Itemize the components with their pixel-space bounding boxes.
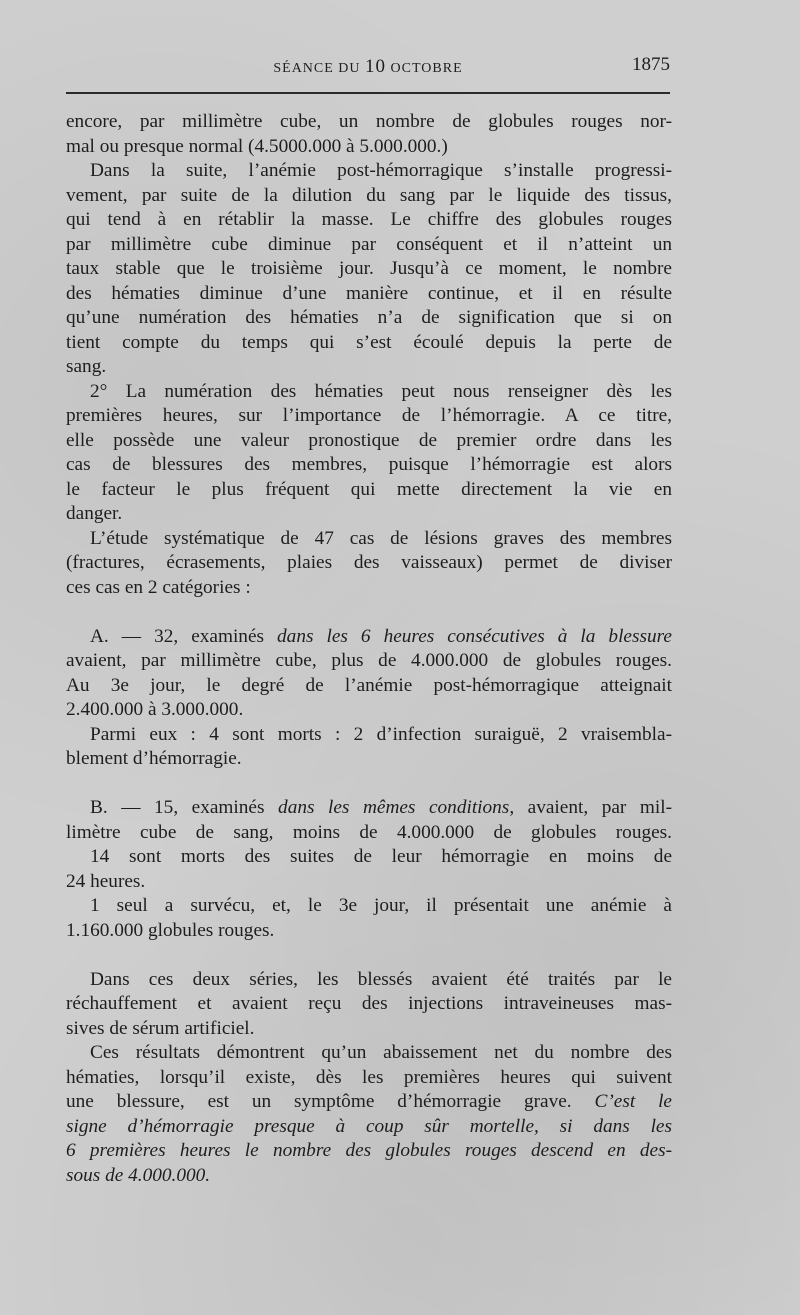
text-line: limètre cube de sang, moins de 4.000.000 de globules rouges.: [66, 821, 672, 843]
text-line: premières heures, sur l’importance de l’hémorragie. A ce titre,: [66, 405, 672, 426]
text-line: 1.160.000 globules rouges.: [66, 919, 275, 941]
italic-text-line: signe d’hémorragie presque à coup sûr mortelle, si dans les: [66, 1115, 672, 1137]
italic-text: dans les mêmes conditions: [278, 797, 510, 818]
text-line: 1 seul a survécu, et, le 3e jour, il présentait une anémie à: [90, 895, 672, 916]
text-line: taux stable que le troisième jour. Jusqu’à ce moment, le nombre: [66, 258, 672, 279]
text-line: danger.: [66, 503, 123, 524]
text-line: Au 3e jour, le degré de l’anémie post-hémorragique atteignait: [66, 674, 672, 696]
paragraph-gap: [66, 943, 672, 968]
text-line: des hématies diminue d’une manière continue, et il en résulte: [66, 282, 672, 304]
text-line: B. — 15, examinés dans les mêmes conditions, avaient, par mil-: [90, 797, 672, 818]
text-line: cas de blessures des membres, puisque l’hémorragie est alors: [66, 454, 672, 475]
text-line: qu’une numération des hématies n’a de signification que si on: [66, 307, 672, 328]
text-line: 2° La numération des hématies peut nous renseigner dès les: [90, 380, 672, 402]
text-line: blement d’hémorragie.: [66, 748, 242, 769]
italic-text: C’est le: [594, 1091, 672, 1112]
text-line: ces cas en 2 catégories :: [66, 576, 251, 598]
text-line: A. — 32, examinés dans les 6 heures consécutives à la blessure: [90, 625, 672, 647]
text-line: 14 sont morts des suites de leur hémorragie en moins de: [90, 846, 672, 867]
text-line: par millimètre cube diminue par conséquent et il n’atteint un: [66, 233, 672, 255]
text-line: mal ou presque normal (4.5000.000 à 5.000.000.): [66, 135, 448, 157]
text-line: le facteur le plus fréquent qui mette directement la vie en: [66, 478, 672, 500]
text-line: encore, par millimètre cube, un nombre de globules rouges nor-: [66, 111, 672, 132]
running-head: [66, 52, 670, 82]
text-line: elle possède une valeur pronostique de premier ordre dans les: [66, 429, 672, 451]
italic-text-line: sous de 4.000.000.: [66, 1164, 211, 1186]
text-line: Dans la suite, l’anémie post-hémorragique s’installe progressi-: [90, 160, 672, 181]
text-line: L’étude systématique de 47 cas de lésions graves des membres: [90, 527, 672, 549]
text-line: 24 heures.: [66, 870, 146, 892]
text-line: tient compte du temps qui s’est écoulé depuis la perte de: [66, 331, 672, 353]
text-line: qui tend à en rétablir la masse. Le chiffre des globules rouges: [66, 209, 672, 230]
text-line: Ces résultats démontrent qu’un abaissement net du nombre des: [90, 1042, 672, 1063]
italic-text: dans les 6 heures consécutives à la blessure: [277, 625, 672, 647]
text-line: (fractures, écrasements, plaies des vaisseaux) permet de diviser: [66, 552, 672, 573]
text-line: hématies, lorsqu’il existe, dès les premières heures qui suivent: [66, 1066, 672, 1088]
paragraph-gap: [66, 772, 672, 797]
text-line: avaient, par millimètre cube, plus de 4.000.000 de globules rouges.: [66, 650, 672, 671]
paragraph-gap: [66, 600, 672, 625]
page-number: 1875: [632, 54, 670, 75]
text-line: réchauffement et avaient reçu des injections intraveineuses mas-: [66, 993, 672, 1014]
text-line: sang.: [66, 356, 107, 377]
header-rule: [66, 92, 670, 94]
running-head-title: SÉANCE DU 10 OCTOBRE: [273, 56, 463, 77]
italic-text-line: 6 premières heures le nombre des globules rouges descend en des-: [66, 1140, 672, 1161]
text-line: Dans ces deux séries, les blessés avaient été traités par le: [90, 968, 672, 990]
text-line: vement, par suite de la dilution du sang par le liquide des tissus,: [66, 184, 672, 206]
text-line: 2.400.000 à 3.000.000.: [66, 699, 244, 720]
text-line: une blessure, est un symptôme d’hémorragie grave. C’est le: [66, 1091, 672, 1112]
body-text: [66, 110, 672, 1188]
text-line: Parmi eux : 4 sont morts : 2 d’infection suraiguë, 2 vraisembla-: [90, 723, 672, 745]
text-line: sives de sérum artificiel.: [66, 1017, 255, 1039]
